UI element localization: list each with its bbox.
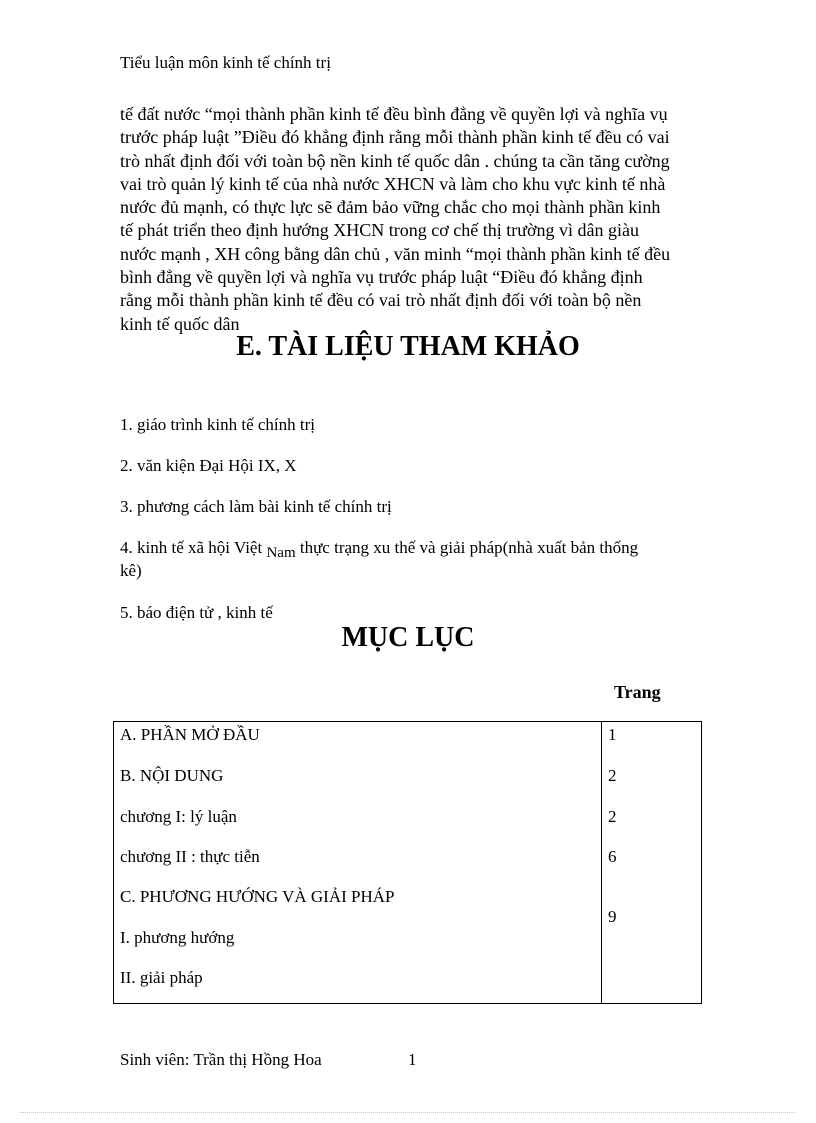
footer-student-name: Sinh viên: Trần thị Hồng Hoa xyxy=(120,1050,322,1069)
toc-page-column-header: Trang xyxy=(614,682,661,702)
toc-row-title: chương II : thực tiễn xyxy=(120,847,260,866)
paragraph-line: vai trò quản lý kinh tế của nhà nước XHCN và làm cho khu vực kinh tế nhà xyxy=(120,173,666,194)
toc-row-title: I. phương hướng xyxy=(120,928,235,947)
paragraph-line: trò nhất định đối với toàn bộ nền kinh tế quốc dân . chúng ta cần tăng cường xyxy=(120,150,670,171)
reference-item-4 xyxy=(120,538,639,561)
reference-item-5: 5. báo điện tử , kinh tế xyxy=(120,603,273,622)
toc-row-page: 1 xyxy=(608,725,617,744)
paragraph-line: trước pháp luật ”Điều đó khẳng định rằng mỗi thành phần kinh tế đều có vai xyxy=(120,127,670,148)
reference-item-4-nam: Nam xyxy=(266,545,296,561)
toc-row-title: II. giải pháp xyxy=(120,968,203,987)
paragraph-line: tế phát triển theo định hướng XHCN trong cơ chế thị trường vì dân giàu xyxy=(120,220,639,241)
references-heading: E. TÀI LIỆU THAM KHẢO xyxy=(236,331,580,362)
reference-item-4-continued: kê) xyxy=(120,561,142,580)
toc-heading: MỤC LỤC xyxy=(341,622,475,653)
page-header: Tiểu luận môn kinh tế chính trị xyxy=(120,53,331,72)
reference-item-3: 3. phương cách làm bài kinh tế chính trị xyxy=(120,497,392,516)
reference-item-4-text: 4. kinh tế xã hội Việt xyxy=(120,538,267,557)
reference-item-4-text-rest: thực trạng xu thế và giải pháp(nhà xuất bản thống xyxy=(295,538,639,557)
paragraph-line: kinh tế quốc dân xyxy=(120,313,240,334)
page-number: 1 xyxy=(408,1050,417,1069)
reference-item-2: 2. văn kiện Đại Hội IX, X xyxy=(120,456,297,475)
toc-row-title: B. NỘI DUNG xyxy=(120,766,224,785)
toc-row-page: 6 xyxy=(608,847,617,866)
paragraph-line: nước đủ mạnh, có thực lực sẽ đảm bảo vững chắc cho mọi thành phần kinh xyxy=(120,197,661,218)
paragraph-line: bình đẳng về quyền lợi và nghĩa vụ trước pháp luật “Điều đó khẳng định xyxy=(120,267,643,288)
toc-row-title: chương I: lý luận xyxy=(120,807,237,826)
toc-table xyxy=(113,721,702,1004)
paragraph-line: tế đất nước “mọi thành phần kinh tế đều bình đẳng về quyền lợi và nghĩa vụ xyxy=(120,104,668,124)
toc-row-page: 9 xyxy=(608,907,617,926)
toc-row-page: 2 xyxy=(608,807,617,826)
page-bottom-dotted-rule xyxy=(20,1112,796,1113)
toc-row-page: 2 xyxy=(608,766,617,785)
toc-row-title: A. PHẦN MỞ ĐẦU xyxy=(120,725,260,744)
toc-row-title: C. PHƯƠNG HƯỚNG VÀ GIẢI PHÁP xyxy=(120,887,395,906)
toc-column-divider xyxy=(601,722,602,1003)
body-paragraph xyxy=(120,103,710,336)
reference-item-1: 1. giáo trình kinh tế chính trị xyxy=(120,415,315,434)
paragraph-line: nước mạnh , XH công bằng dân chủ , văn minh “mọi thành phần kinh tế đều xyxy=(120,243,671,264)
paragraph-line: rằng mỗi thành phần kinh tế đều có vai trò nhất định đối với toàn bộ nền xyxy=(120,290,642,311)
